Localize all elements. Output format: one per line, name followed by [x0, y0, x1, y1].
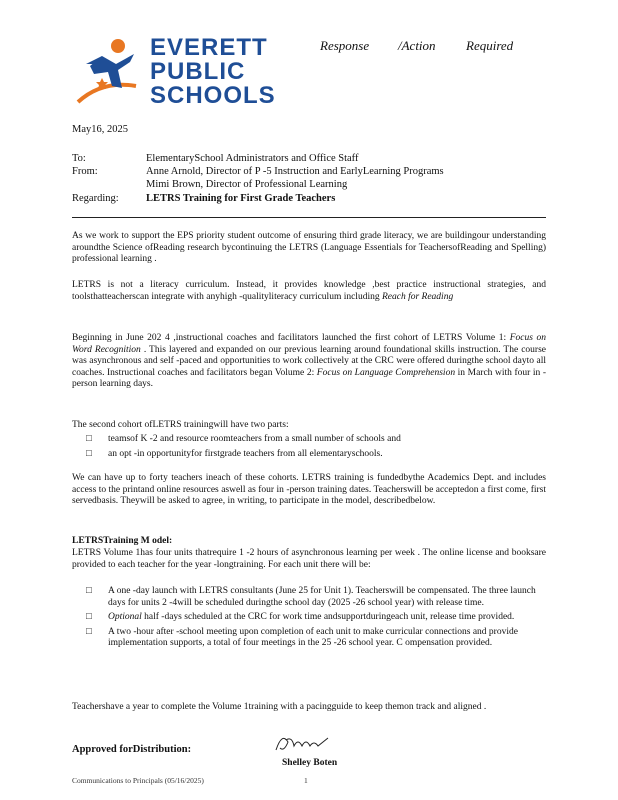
logo-line-3: SCHOOLS [150, 82, 276, 109]
regarding-row [72, 193, 336, 204]
header-divider [72, 217, 546, 218]
paragraph-not-curriculum-text: LETRS is not a literacy curriculum. Instead, it provides knowledge ,best practice instructional strategies, and toolsthatteacherscan integrate with anyhigh -qualityliteracy curriculum including [72, 280, 546, 302]
list-item-text: A two -hour after -school meeting upon completion of each unit to make curricular connections and provide implementation supports, a total of four meetings in the 25 -26 school year. C ompensation provided. [108, 626, 518, 648]
list-item [72, 449, 546, 461]
list-item [72, 586, 546, 609]
cohort-one-text-b: . This layered and expanded on our previous learning around foundational skills instruction. The course was asynchronous and self -paced and opportunities to work collectively at the CRC were offered duringthe school dayto all coaches. Instructional coaches and facilitators began Volume 2: [72, 344, 546, 378]
approved-label: Approved forDistribution: [72, 744, 192, 755]
paragraph-cohort-one [72, 333, 546, 391]
list-item [72, 627, 546, 650]
list-item [72, 434, 546, 446]
paragraph-cohort-two: The second cohort ofLETRS trainingwill have two parts: [72, 420, 289, 430]
paragraph-timeline: Teachershave a year to complete the Volume 1training with a pacingguide to keep themon track and aligned . [72, 702, 487, 712]
paragraph-funding: We can have up to forty teachers ineach of these cohorts. LETRS training is fundedbythe Academics Dept. and includes access to the printand online resources aswell as four in -person training dates. Teacherswill be acceptedon a first come, first servedbasis. Theywill be asked to agree, in writing, to participate in the model, describedbelow. [72, 473, 546, 506]
list-item-text: A one -day launch with LETRS consultants (June 25 for Unit 1). Teacherswill be compensated. The three launch days for units 2 -4will be scheduled duringthe school day (2025 -26 school year) with release time. [108, 586, 536, 608]
required-label: Required [466, 38, 514, 53]
reach-for-reading-title: Reach for Reading [381, 291, 454, 302]
cohort-one-text-a: Beginning in June 202 4 ,instructional coaches and facilitators launched the first cohort of LETRS Volume 1: [72, 333, 510, 343]
list-item-text: an opt -in opportunityfor firstgrade teachers from all elementaryschools. [108, 448, 383, 459]
paragraph-model: LETRS Volume 1has four units thatrequire 1 -2 hours of asynchronous learning per week . The online license and booksare provided to each teacher for the year -longtraining. For each unit there will be: [72, 548, 546, 570]
cohort-two-list [72, 434, 546, 463]
bullet-icon: □ [86, 434, 92, 444]
model-list [72, 586, 546, 653]
cohort-one-text-c: in March with four in -person learning days. [72, 367, 547, 389]
page-footer [72, 776, 308, 785]
page-number: 1 [304, 776, 308, 785]
to-row [72, 153, 359, 164]
footer-text: Communications to Principals (05/16/2025) [72, 776, 204, 785]
bullet-icon: □ [86, 448, 92, 459]
bullet-icon: □ [86, 586, 92, 596]
regarding-value: LETRS Training for First Grade Teachers [146, 193, 336, 204]
list-item-text: half -days scheduled at the CRC for work time andsupportduringeach unit, release time provided. [144, 612, 515, 622]
volume-two-title: Focus on Language Comprehension [316, 367, 456, 378]
to-label: To: [72, 153, 86, 164]
model-heading: LETRSTraining M odel: [72, 536, 173, 546]
from-row [72, 166, 444, 177]
logo-line-2: PUBLIC [150, 58, 246, 85]
logo-figure-icon [72, 34, 152, 114]
logo-wordmark [150, 36, 276, 108]
from-value-2: Mimi Brown, Director of Professional Learning [146, 179, 348, 190]
action-label: /Action [398, 38, 436, 53]
to-value: ElementarySchool Administrators and Office Staff [146, 153, 359, 164]
bullet-icon: □ [86, 612, 92, 622]
regarding-label: Regarding: [72, 193, 119, 204]
logo-line-1: EVERETT [150, 34, 268, 61]
from-label: From: [72, 166, 98, 177]
paragraph-not-curriculum [72, 280, 546, 303]
memo-date: May16, 2025 [72, 124, 128, 135]
paragraph-intro: As we work to support the EPS priority student outcome of ensuring third grade literacy, we are buildingour understanding aroundthe Science ofReading research bycontinuing the LETRS (Language Essentials for TeachersofReading and Spelling) professional learning . [72, 231, 546, 264]
list-item [72, 612, 546, 624]
list-item-text: teamsof K -2 and resource roomteachers from a small number of schools and [108, 434, 401, 444]
signature-image [272, 728, 332, 758]
response-label: Response [320, 38, 370, 53]
signer-name: Shelley Boten [282, 758, 338, 768]
bullet-icon: □ [86, 626, 92, 637]
volume-one-title: Focus on Word Recognition [72, 333, 546, 355]
optional-label: Optional [108, 612, 142, 622]
from-value-1: Anne Arnold, Director of P -5 Instruction and EarlyLearning Programs [146, 166, 444, 177]
